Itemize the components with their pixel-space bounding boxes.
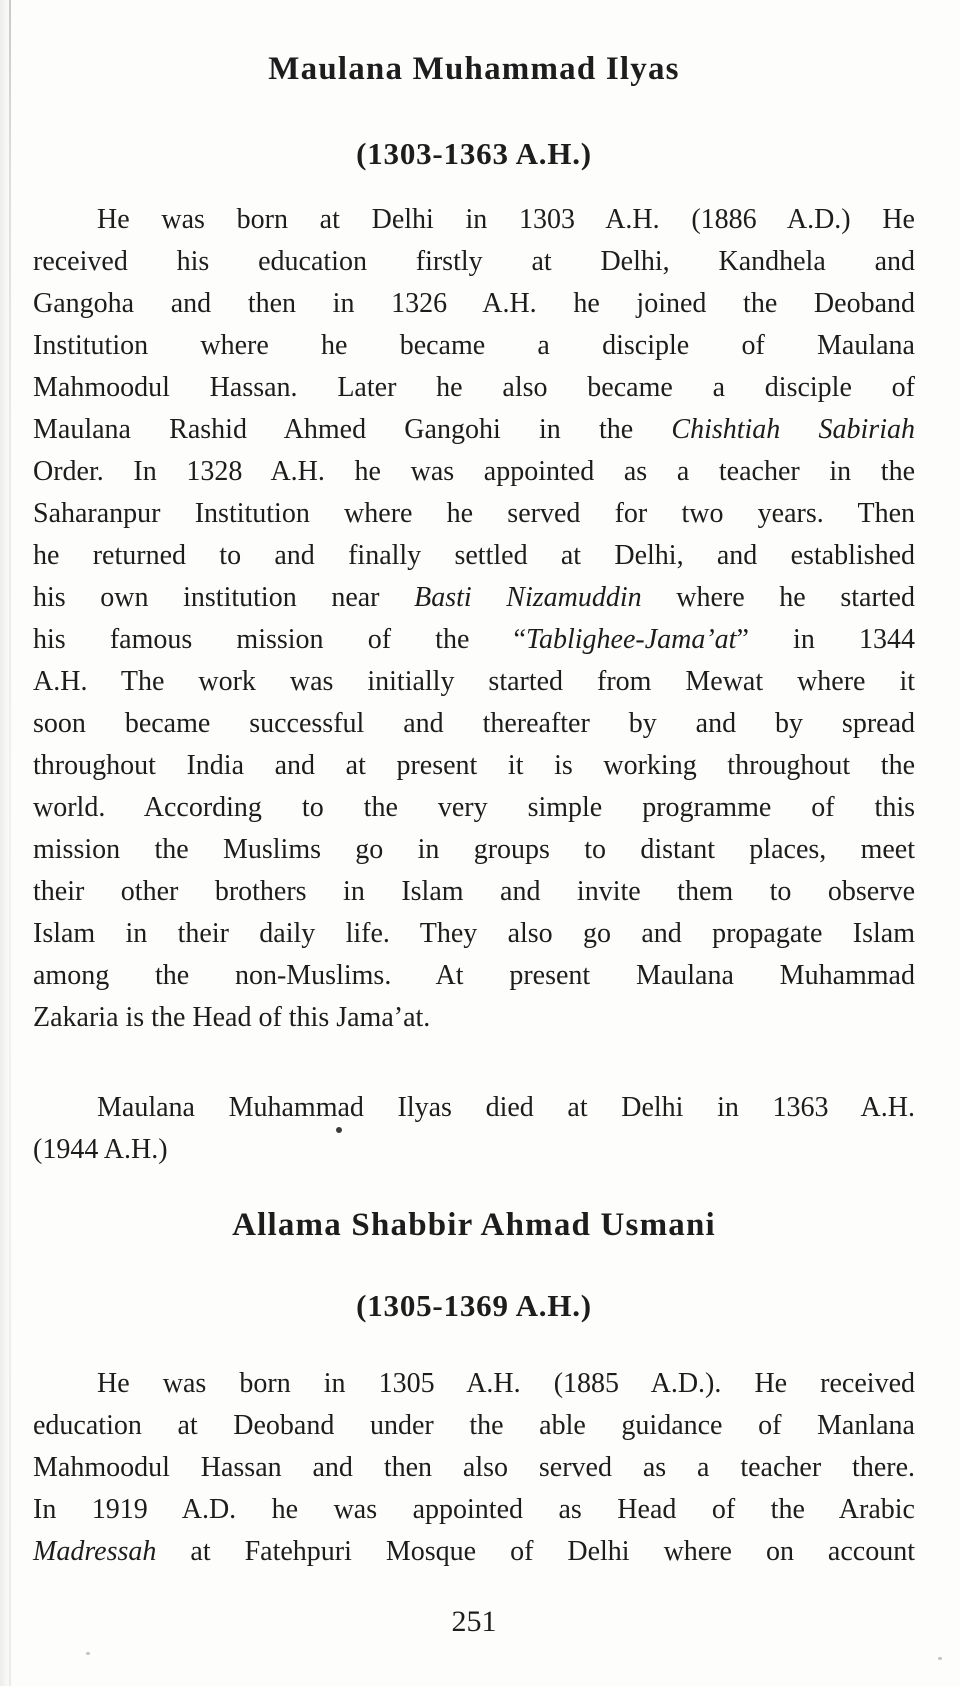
text-line bbox=[33, 661, 915, 703]
section2-title: Allama Shabbir Ahmad Usmani bbox=[232, 1207, 716, 1243]
text-segment: where he started bbox=[641, 582, 915, 613]
text-segment: world. According to the very simple programme of this bbox=[33, 792, 915, 823]
text-line bbox=[33, 745, 915, 787]
text-line bbox=[33, 787, 915, 829]
text-segment: Order. In 1328 A.H. he was appointed as a teacher in the bbox=[33, 456, 915, 487]
italic-text-segment: Tablighee-Jama’at bbox=[525, 624, 737, 655]
text-line bbox=[33, 955, 915, 997]
italic-text-segment: Basti Nizamuddin bbox=[414, 582, 642, 613]
italic-text-segment: Chishtiah Sabiriah bbox=[671, 414, 915, 445]
text-segment: ” in 1344 bbox=[736, 624, 915, 655]
text-line bbox=[33, 409, 915, 451]
text-line bbox=[33, 913, 915, 955]
text-segment: at Fatehpuri Mosque of Delhi where on account bbox=[156, 1536, 915, 1567]
text-segment: mission the Muslims go in groups to distant places, meet bbox=[33, 834, 915, 865]
text-segment: Institution where he became a disciple of Maulana bbox=[33, 330, 915, 361]
speck-artifact bbox=[938, 1657, 942, 1660]
text-line bbox=[33, 1129, 915, 1171]
text-line bbox=[33, 325, 915, 367]
text-segment: Mahmoodul Hassan. Later he also became a disciple of bbox=[33, 372, 915, 403]
text-segment: Gangoha and then in 1326 A.H. he joined the Deoband bbox=[33, 288, 915, 319]
text-line bbox=[33, 367, 915, 409]
text-line bbox=[33, 451, 915, 493]
text-segment: among the non-Muslims. At present Maulana Muhammad bbox=[33, 960, 915, 991]
text-segment: Islam in their daily life. They also go and propagate Islam bbox=[33, 918, 915, 949]
section1-paragraph-2 bbox=[33, 1087, 915, 1171]
text-segment: throughout India and at present it is working throughout the bbox=[33, 750, 915, 781]
text-line bbox=[33, 1087, 915, 1129]
text-line bbox=[33, 577, 915, 619]
text-segment: A.H. The work was initially started from Mewat where it bbox=[33, 666, 915, 697]
text-line bbox=[33, 871, 915, 913]
text-segment: He was born in 1305 A.H. (1885 A.D.). He received bbox=[97, 1368, 915, 1399]
text-segment: He was born at Delhi in 1303 A.H. (1886 A.D.) He bbox=[97, 204, 915, 235]
text-segment: soon became successful and thereafter by and by spread bbox=[33, 708, 915, 739]
text-line bbox=[33, 535, 915, 577]
speck-artifact bbox=[86, 1652, 90, 1655]
text-line bbox=[33, 1489, 915, 1531]
scan-seam-line bbox=[9, 0, 11, 1686]
italic-text-segment: Madressah bbox=[33, 1536, 157, 1567]
text-line bbox=[33, 829, 915, 871]
section1-title: Maulana Muhammad Ilyas bbox=[268, 51, 680, 87]
text-segment: he returned to and finally settled at Delhi, and established bbox=[33, 540, 915, 571]
section1-years: (1303-1363 A.H.) bbox=[356, 136, 592, 171]
text-segment: Zakaria is the Head of this Jama’at. bbox=[33, 1002, 431, 1033]
text-segment: their other brothers in Islam and invite them to observe bbox=[33, 876, 915, 907]
text-line bbox=[33, 703, 915, 745]
text-line bbox=[33, 997, 915, 1039]
text-line bbox=[33, 241, 915, 283]
text-line bbox=[33, 199, 915, 241]
text-segment: Mahmoodul Hassan and then also served as a teacher there. bbox=[33, 1452, 915, 1483]
text-segment: (1944 A.H.) bbox=[33, 1134, 168, 1165]
text-segment: In 1919 A.D. he was appointed as Head of the Arabic bbox=[33, 1494, 915, 1525]
text-line bbox=[33, 283, 915, 325]
text-line bbox=[33, 1405, 915, 1447]
ink-dot-artifact bbox=[336, 1127, 342, 1133]
text-line bbox=[33, 493, 915, 535]
text-segment: Maulana Muhammad Ilyas died at Delhi in 1363 A.H. bbox=[97, 1092, 915, 1123]
text-segment: received his education firstly at Delhi, Kandhela and bbox=[33, 246, 915, 277]
text-segment: education at Deoband under the able guidance of Manlana bbox=[33, 1410, 915, 1441]
section2-years: (1305-1369 A.H.) bbox=[356, 1288, 592, 1323]
text-segment: his own institution near bbox=[33, 582, 415, 613]
text-line bbox=[33, 1363, 915, 1405]
text-segment: Maulana Rashid Ahmed Gangohi in the bbox=[33, 414, 672, 445]
text-line bbox=[33, 1531, 915, 1573]
text-line bbox=[33, 1447, 915, 1489]
text-line bbox=[33, 619, 915, 661]
text-segment: his famous mission of the “ bbox=[33, 624, 526, 655]
text-segment: Saharanpur Institution where he served for two years. Then bbox=[33, 498, 915, 529]
page-number: 251 bbox=[451, 1605, 497, 1638]
section1-paragraph-1 bbox=[33, 199, 915, 1039]
section2-paragraph-1 bbox=[33, 1363, 915, 1573]
